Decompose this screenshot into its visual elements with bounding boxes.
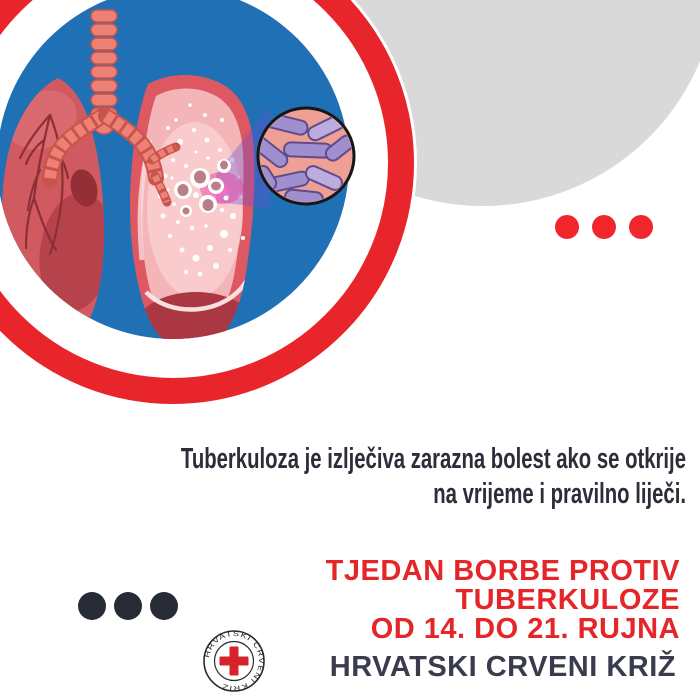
dark-dot xyxy=(78,592,106,620)
red-cross-logo xyxy=(202,629,266,693)
message-line-2: na vrijeme i pravilno liječi. xyxy=(433,478,686,510)
campaign-title xyxy=(326,557,680,644)
title-line-1: TJEDAN BORBE PROTIV xyxy=(325,555,680,587)
lungs-badge-illustration xyxy=(0,0,430,420)
seal-curved-text: HRVATSKI CRVENI KRIŽ xyxy=(204,630,265,692)
message-text xyxy=(84,442,686,512)
dark-dot xyxy=(114,592,142,620)
title-line-3: OD 14. DO 21. RUJNA xyxy=(370,613,680,645)
message-line-1: Tuberkuloza je izlječiva zarazna bolest ako se otkrije xyxy=(180,443,686,475)
red-dots-decoration xyxy=(555,215,653,239)
red-dot xyxy=(592,215,616,239)
title-line-2: TUBERKULOZE xyxy=(455,584,680,616)
dark-dot xyxy=(150,592,178,620)
red-dot xyxy=(555,215,579,239)
dark-dots-decoration xyxy=(78,592,178,620)
organization-name: HRVATSKI CRVENI KRIŽ xyxy=(329,651,676,683)
red-dot xyxy=(629,215,653,239)
